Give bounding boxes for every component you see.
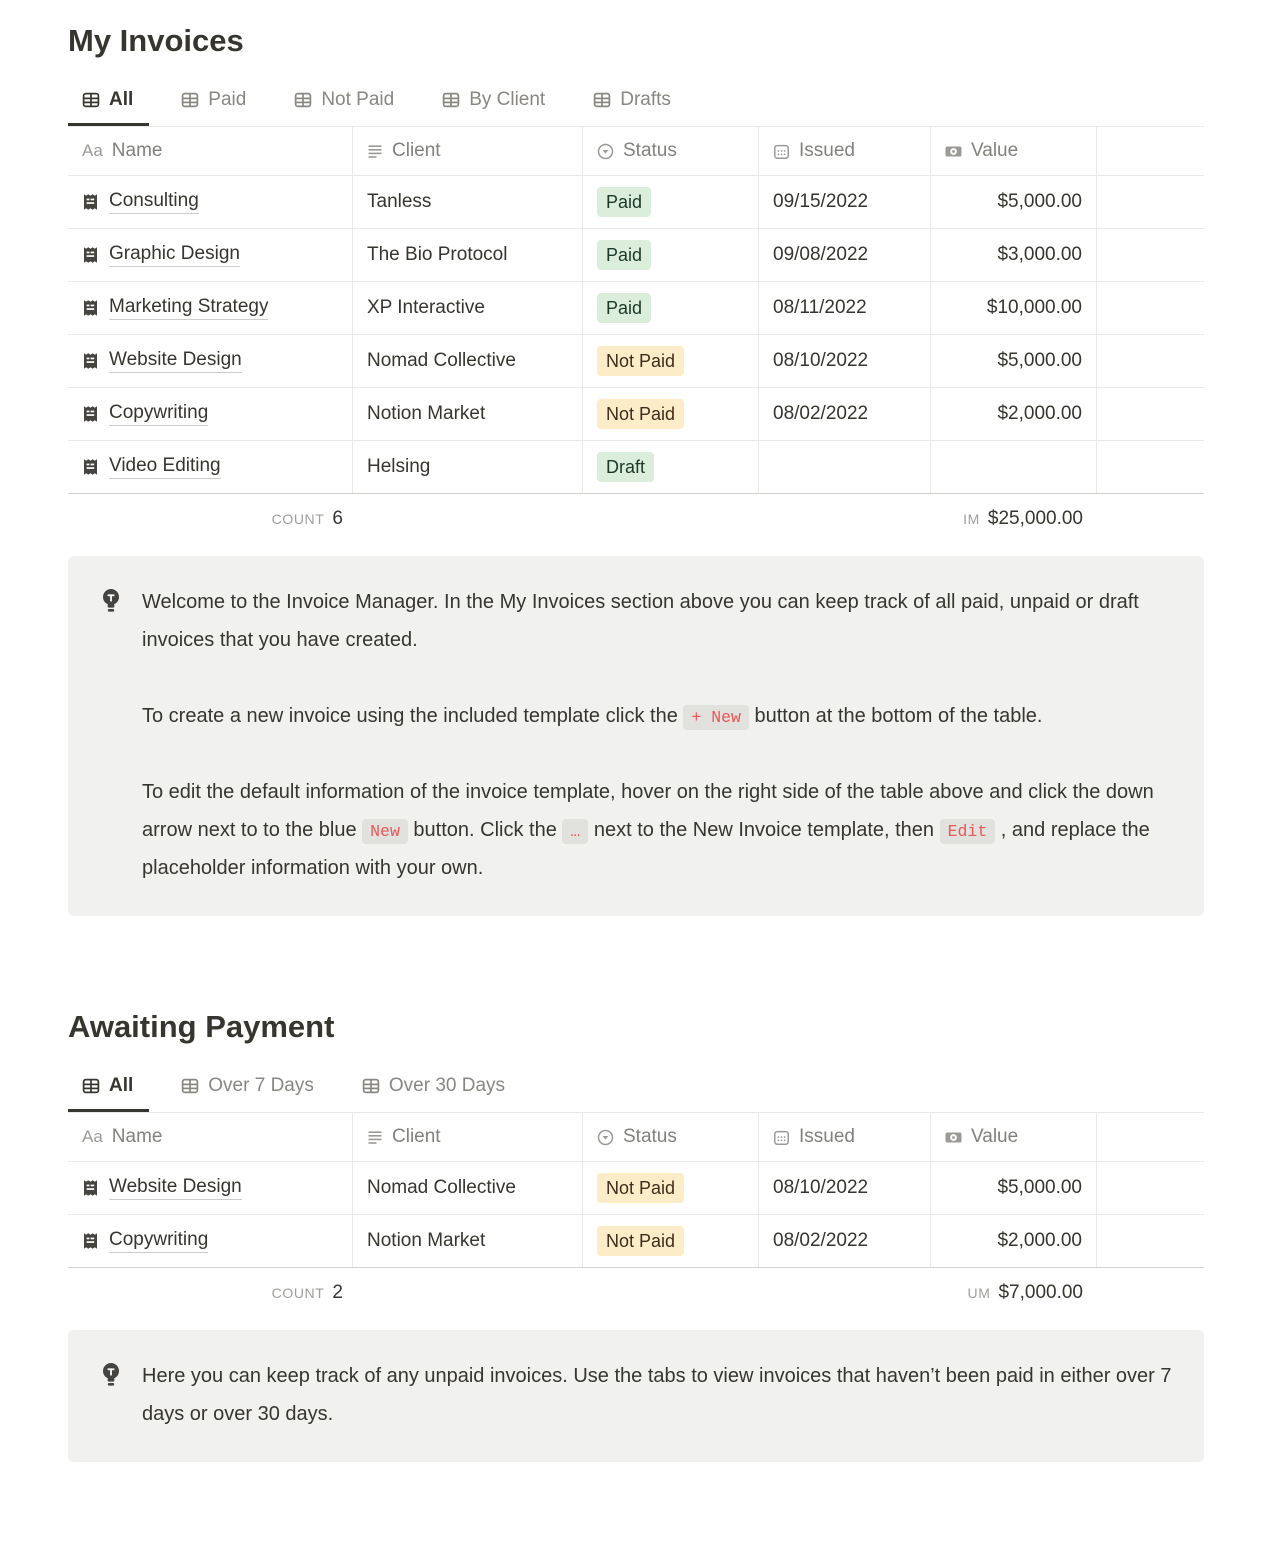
text-property-icon <box>367 143 383 160</box>
edit-inline-code: Edit <box>940 819 996 844</box>
value-cell[interactable]: $10,000.00 <box>931 282 1097 334</box>
status-cell[interactable] <box>583 176 759 228</box>
name-cell[interactable] <box>68 176 353 228</box>
client-cell[interactable]: Notion Market <box>353 388 583 440</box>
select-property-icon <box>597 1129 614 1146</box>
table-header-row <box>68 127 1204 176</box>
status-badge: Not Paid <box>597 399 684 429</box>
table-row <box>68 441 1204 494</box>
receipt-icon <box>82 458 99 476</box>
issued-cell[interactable]: 08/02/2022 <box>759 388 931 440</box>
calendar-property-icon <box>773 143 790 160</box>
status-badge: Paid <box>597 293 651 323</box>
receipt-icon <box>82 1179 99 1197</box>
tab-by-client[interactable] <box>428 83 561 126</box>
tab-label: Drafts <box>620 89 671 110</box>
invoice-page-link[interactable]: Copywriting <box>109 1229 208 1253</box>
table-header-row <box>68 1113 1204 1162</box>
table-view-icon <box>82 91 100 109</box>
status-badge: Not Paid <box>597 1173 684 1203</box>
empty-cell <box>1097 1215 1196 1267</box>
invoice-page-link[interactable]: Consulting <box>109 190 199 214</box>
name-cell[interactable] <box>68 1162 353 1214</box>
table-view-icon <box>294 91 312 109</box>
callout-paragraph: To edit the default information of the invoice template, hover on the right side of the table above and click the down arrow next to to the blue New button. Click the … next to the New Invoice template, then Edit , and replace the placeholder information with your own. <box>142 781 1154 879</box>
empty-cell <box>1097 282 1196 334</box>
empty-cell <box>1097 388 1196 440</box>
issued-cell[interactable]: 09/08/2022 <box>759 229 931 281</box>
tab-drafts[interactable] <box>579 83 687 126</box>
client-cell[interactable]: Nomad Collective <box>353 335 583 387</box>
title-property-icon: Aa <box>82 141 103 160</box>
tab-all[interactable] <box>68 1069 149 1112</box>
column-header-value[interactable]: Value <box>931 127 1097 175</box>
tab-over-7-days[interactable] <box>167 1069 330 1112</box>
sum-aggregate[interactable]: IM $25,000.00 <box>963 508 1083 529</box>
callout-paragraph: To create a new invoice using the included template click the + New button at the bottom of the table. <box>142 697 1172 735</box>
receipt-icon <box>82 299 99 317</box>
empty-cell <box>1097 335 1196 387</box>
invoice-page-link[interactable]: Marketing Strategy <box>109 296 268 320</box>
empty-cell <box>1097 229 1196 281</box>
table-row <box>68 1215 1204 1268</box>
status-cell[interactable] <box>583 335 759 387</box>
table-row <box>68 282 1204 335</box>
section-title-awaiting-payment: Awaiting Payment <box>68 1009 335 1044</box>
tab-label: Over 7 Days <box>208 1075 314 1096</box>
name-cell[interactable] <box>68 335 353 387</box>
empty-cell <box>1097 1162 1196 1214</box>
client-cell[interactable]: Tanless <box>353 176 583 228</box>
client-cell[interactable]: XP Interactive <box>353 282 583 334</box>
tab-label: Paid <box>208 89 247 110</box>
issued-cell[interactable]: 08/10/2022 <box>759 1162 931 1214</box>
awaiting-tab-bar <box>68 1069 1204 1112</box>
ellipsis-inline-code: … <box>562 819 588 844</box>
invoice-page-link[interactable]: Copywriting <box>109 402 208 426</box>
table-row <box>68 388 1204 441</box>
callout-paragraph: Here you can keep track of any unpaid invoices. Use the tabs to view invoices that haven’t been paid in either over 7 days or over 30 days. <box>142 1365 1172 1425</box>
select-property-icon <box>597 143 614 160</box>
name-cell[interactable] <box>68 282 353 334</box>
table-row <box>68 229 1204 282</box>
lightbulb-icon <box>100 588 122 612</box>
client-cell[interactable]: Notion Market <box>353 1215 583 1267</box>
invoices-table <box>68 126 1204 544</box>
invoice-page-link[interactable]: Website Design <box>109 1176 242 1200</box>
name-cell[interactable] <box>68 388 353 440</box>
value-cell[interactable]: $5,000.00 <box>931 1162 1097 1214</box>
title-property-icon: Aa <box>82 1127 103 1146</box>
name-cell[interactable] <box>68 229 353 281</box>
issued-cell[interactable]: 09/15/2022 <box>759 176 931 228</box>
value-cell[interactable]: $2,000.00 <box>931 388 1097 440</box>
money-property-icon <box>945 1129 962 1146</box>
status-badge: Paid <box>597 187 651 217</box>
column-header-name[interactable]: Aa Name <box>68 127 353 175</box>
invoice-page-link[interactable]: Website Design <box>109 349 242 373</box>
awaiting-table <box>68 1112 1204 1318</box>
value-cell[interactable]: $3,000.00 <box>931 229 1097 281</box>
value-cell[interactable] <box>931 441 1097 493</box>
client-cell[interactable]: The Bio Protocol <box>353 229 583 281</box>
callout-paragraph: Welcome to the Invoice Manager. In the My Invoices section above you can keep track of all paid, unpaid or draft invoices that you have created. <box>142 591 1139 651</box>
tab-label: Over 30 Days <box>388 1075 506 1096</box>
receipt-icon <box>82 1232 99 1250</box>
tab-label: Not Paid <box>321 89 395 110</box>
text-property-icon <box>367 1129 383 1146</box>
tab-paid[interactable] <box>167 83 262 126</box>
status-cell[interactable] <box>583 282 759 334</box>
table-view-icon <box>82 1077 100 1095</box>
column-header-status[interactable]: Status <box>583 1113 759 1161</box>
status-badge: Paid <box>597 240 651 270</box>
value-cell[interactable]: $5,000.00 <box>931 176 1097 228</box>
tab-over-30-days[interactable] <box>348 1069 521 1112</box>
tab-label: All <box>109 89 134 110</box>
status-cell[interactable] <box>583 1215 759 1267</box>
empty-cell <box>1097 441 1196 493</box>
table-footer <box>68 494 1204 544</box>
invoice-page-link[interactable]: Graphic Design <box>109 243 240 267</box>
status-cell[interactable] <box>583 229 759 281</box>
tab-not-paid[interactable] <box>280 83 410 126</box>
table-view-icon <box>181 91 199 109</box>
column-header-status[interactable]: Status <box>583 127 759 175</box>
table-view-icon <box>181 1077 199 1095</box>
calendar-property-icon <box>773 1129 790 1146</box>
receipt-icon <box>82 193 99 211</box>
issued-cell[interactable]: 08/11/2022 <box>759 282 931 334</box>
lightbulb-icon <box>100 1362 122 1386</box>
status-cell[interactable] <box>583 441 759 493</box>
status-badge: Not Paid <box>597 346 684 376</box>
status-cell[interactable] <box>583 388 759 440</box>
count-aggregate[interactable]: COUNT 2 <box>271 1282 343 1303</box>
table-row <box>68 176 1204 229</box>
table-row <box>68 1162 1204 1215</box>
section-title-my-invoices: My Invoices <box>68 23 244 58</box>
status-badge: Not Paid <box>597 1226 684 1256</box>
column-header-issued[interactable]: Issued <box>759 127 931 175</box>
receipt-icon <box>82 246 99 264</box>
empty-header-cell <box>1097 1113 1196 1161</box>
empty-header-cell <box>1097 127 1196 175</box>
sum-aggregate[interactable]: UM $7,000.00 <box>967 1282 1083 1303</box>
value-cell[interactable]: $5,000.00 <box>931 335 1097 387</box>
issued-cell[interactable]: 08/10/2022 <box>759 335 931 387</box>
receipt-icon <box>82 405 99 423</box>
tab-label: By Client <box>469 89 546 110</box>
value-cell[interactable]: $2,000.00 <box>931 1215 1097 1267</box>
issued-cell[interactable] <box>759 441 931 493</box>
tab-all[interactable] <box>68 83 149 126</box>
callout-invoice-manager-help <box>68 556 1204 916</box>
column-header-value[interactable]: Value <box>931 1113 1097 1161</box>
callout-text <box>142 583 1172 887</box>
name-cell[interactable] <box>68 441 353 493</box>
receipt-icon <box>82 352 99 370</box>
status-cell[interactable] <box>583 1162 759 1214</box>
client-cell[interactable]: Nomad Collective <box>353 1162 583 1214</box>
table-view-icon <box>362 1077 380 1095</box>
callout-text <box>142 1357 1172 1433</box>
status-badge: Draft <box>597 452 654 482</box>
table-row <box>68 335 1204 388</box>
column-header-issued[interactable]: Issued <box>759 1113 931 1161</box>
invoices-tab-bar <box>68 83 1204 126</box>
tab-label: All <box>109 1075 134 1096</box>
table-view-icon <box>593 91 611 109</box>
table-view-icon <box>442 91 460 109</box>
new-button-inline-code: + New <box>683 705 749 730</box>
client-cell[interactable]: Helsing <box>353 441 583 493</box>
name-cell[interactable] <box>68 1215 353 1267</box>
column-header-name[interactable]: Aa Name <box>68 1113 353 1161</box>
table-footer <box>68 1268 1204 1318</box>
issued-cell[interactable]: 08/02/2022 <box>759 1215 931 1267</box>
invoice-page-link[interactable]: Video Editing <box>109 455 221 479</box>
callout-awaiting-help <box>68 1330 1204 1462</box>
column-header-client[interactable]: Client <box>353 127 583 175</box>
new-inline-code: New <box>362 819 408 844</box>
column-header-client[interactable]: Client <box>353 1113 583 1161</box>
empty-cell <box>1097 176 1196 228</box>
money-property-icon <box>945 143 962 160</box>
count-aggregate[interactable]: COUNT 6 <box>271 508 343 529</box>
